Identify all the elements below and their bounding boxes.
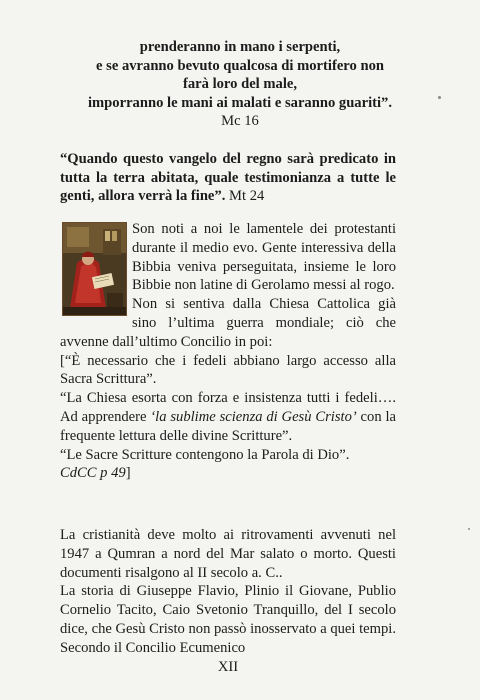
quote-text: “Quando questo vangelo del regno sarà predicato in tutta la terra abitata, quale testimonianza a tutte le genti, allora verrà la fine”. (60, 151, 396, 205)
paragraph: Non si sentiva dalla Chiesa Cattolica già sino l’ultima guerra mondiale; ciò che avvenne dall’ultimo Concilio in poi: (60, 296, 396, 350)
quote-line: imporranno le mani ai malati e saranno guariti”. (87, 94, 393, 111)
page-number: XII (217, 658, 239, 675)
paragraph: La cristianità deve molto ai ritrovamenti avvenuti nel 1947 a Qumran a nord del Mar salato o morto. Questi documenti risalgono al II secolo a. C.. (60, 527, 396, 581)
matthew-quote (60, 150, 396, 206)
qumran-section (60, 526, 422, 676)
italic-quote: ‘la sublime scienza di Gesù Cristo’ (150, 408, 357, 425)
mark-quote (40, 38, 440, 131)
paragraph: [“È necessario che i fedeli abbiano largo accesso alla Sacra Scrittura”. (60, 352, 396, 388)
paragraph: Son noti a noi le lamentele dei protestanti durante il medio evo. Gente interessiva della Bibbia veniva perseguitata, insieme le loro Bibbie non latine di Gerolamo messi al rogo. (132, 221, 396, 294)
quote-reference: Mc 16 (221, 113, 259, 130)
paragraph: “La Chiesa esorta con forza e insistenza tutti i fedeli…. Ad apprendere ‘la sublime scienza di Gesù Cristo’ con la frequente lettura delle divine Scritture”. (60, 390, 396, 444)
quote-line: prenderanno in mano i serpenti, (139, 39, 341, 55)
paragraph: La storia di Giuseppe Flavio, Plinio il Giovane, Publio Cornelio Tacito, Caio Svetonio Tranquillo, del I secolo dice, che Gesù Cristo non passò inosservato a quei tempi. Secondo il Concilio Ecumenico (60, 583, 422, 656)
quote-line: e se avranno bevuto qualcosa di mortifero non (96, 57, 384, 74)
paragraph: “Le Sacre Scritture contengono la Parola di Dio”. CdCC p 49] (60, 446, 350, 482)
scan-speck (438, 96, 441, 99)
body-text (60, 220, 396, 483)
quote-line: farà loro del male, (182, 76, 298, 93)
catechism-reference: CdCC p 49 (60, 465, 126, 482)
quote-reference: Mt 24 (229, 188, 265, 205)
scan-speck (468, 528, 470, 530)
